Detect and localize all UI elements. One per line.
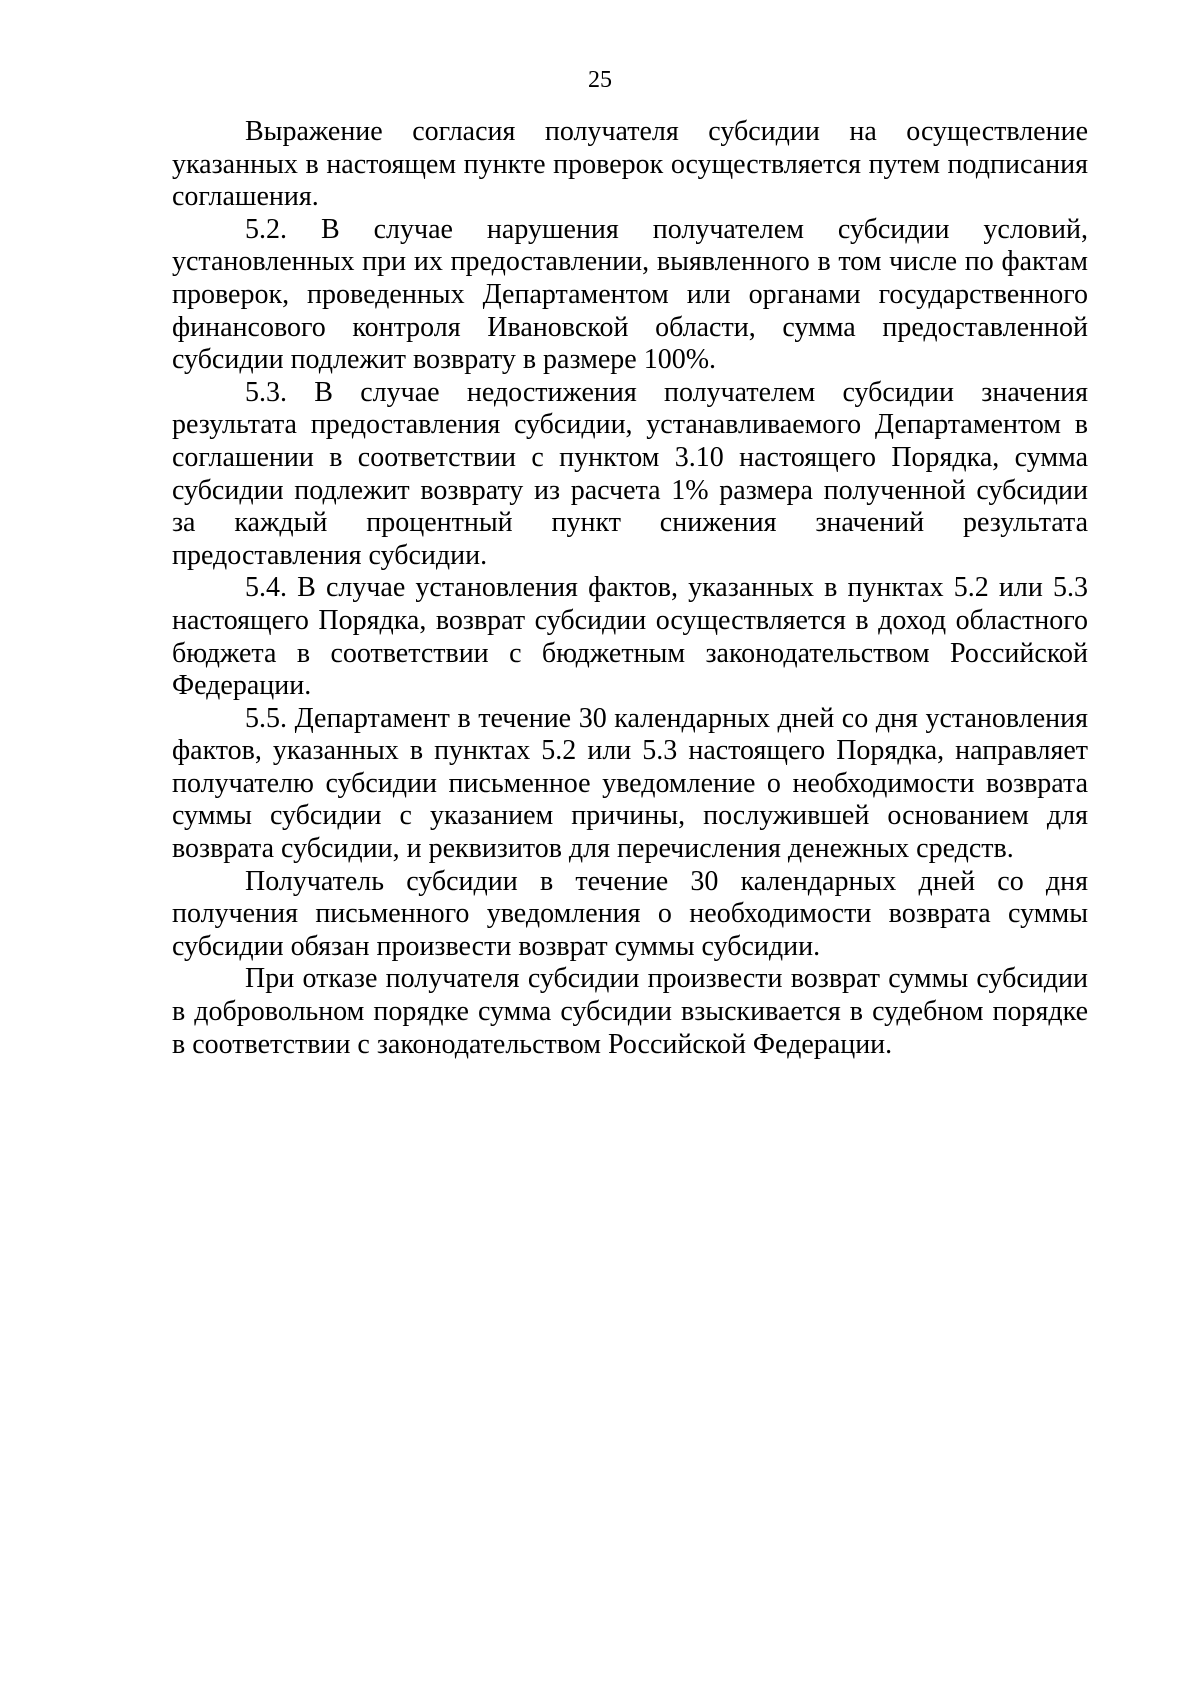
- paragraph-consent: Выражение согласия получателя субсидии на осуществление указанных в настоящем пункте проверок осуществляется путем подписания соглашения.: [172, 116, 1088, 213]
- paragraph-5-2: 5.2. В случае нарушения получателем субсидии условий, установленных при их предоставлении, выявленного в том числе по фактам проверок, проведенных Департаментом или органами государственного финансового контроля Ивановской области, сумма предоставленной субсидии подлежит возврату в размере 100%.: [172, 213, 1088, 376]
- paragraph-recipient-obligation: Получатель субсидии в течение 30 календарных дней со дня получения письменного уведомления о необходимости возврата суммы субсидии обязан произвести возврат суммы субсидии.: [172, 865, 1088, 962]
- paragraph-refusal: При отказе получателя субсидии произвести возврат суммы субсидии в добровольном порядке сумма субсидии взыскивается в судебном порядке в соответствии с законодательством Российской Федерации.: [172, 963, 1088, 1060]
- paragraph-5-5: 5.5. Департамент в течение 30 календарных дней со дня установления фактов, указанных в пунктах 5.2 или 5.3 настоящего Порядка, направляет получателю субсидии письменное уведомление о необходимости возврата суммы субсидии с указанием причины, послужившей основанием для возврата субсидии, и реквизитов для перечисления денежных средств.: [172, 702, 1088, 865]
- paragraph-5-3: 5.3. В случае недостижения получателем субсидии значения результата предоставления субсидии, устанавливаемого Департаментом в соглашении в соответствии с пунктом 3.10 настоящего Порядка, сумма субсидии подлежит возврату из расчета 1% размера полученной субсидии за каждый процентный пункт снижения значений результата предоставления субсидии.: [172, 376, 1088, 571]
- page-number: 25: [588, 67, 612, 93]
- document-body: [172, 116, 1088, 1061]
- paragraph-5-4: 5.4. В случае установления фактов, указанных в пунктах 5.2 или 5.3 настоящего Порядка, возврат субсидии осуществляется в доход областного бюджета в соответствии с бюджетным законодательством Российской Федерации.: [172, 572, 1088, 702]
